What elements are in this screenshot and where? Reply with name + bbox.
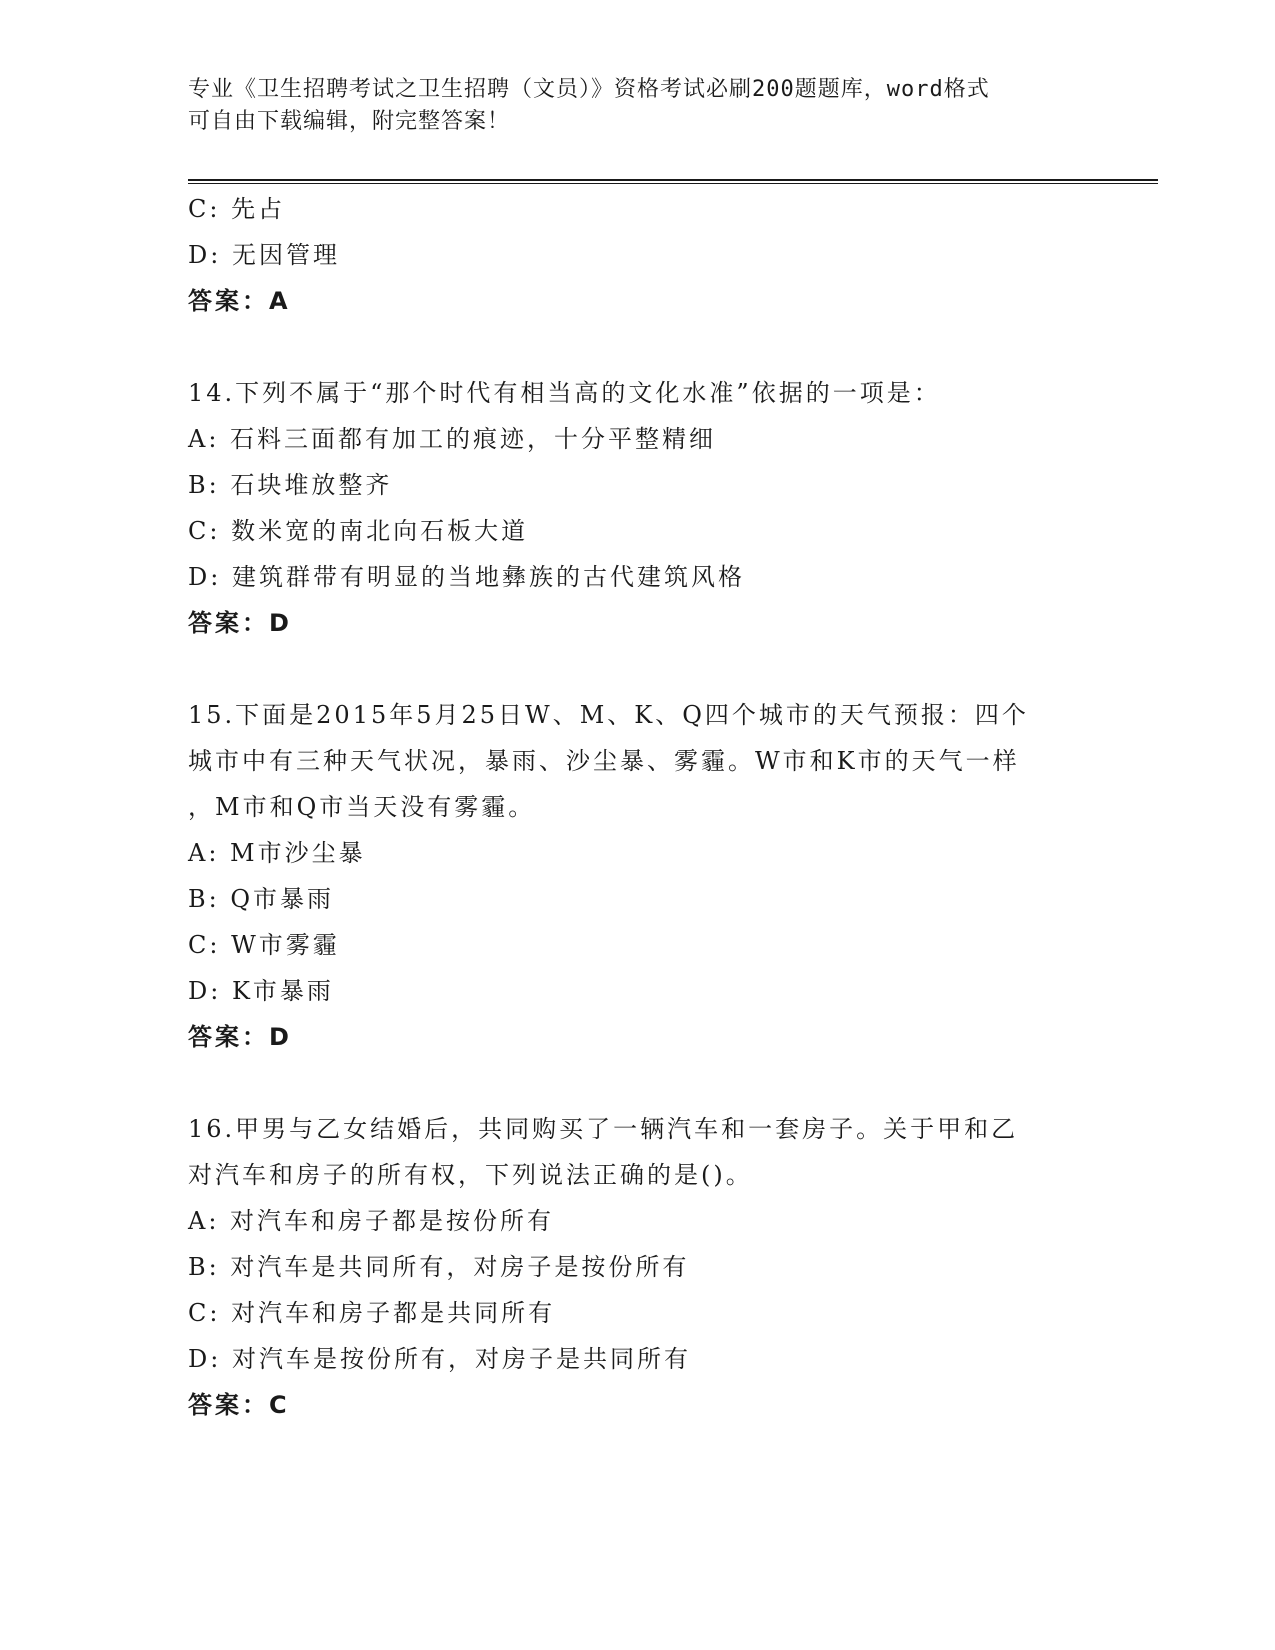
question-15	[188, 692, 1088, 1060]
question-13	[188, 186, 1088, 324]
q14-option-c: C: 数米宽的南北向石板大道	[188, 517, 529, 545]
q13-option-d: D: 无因管理	[188, 241, 340, 269]
spacer	[188, 1060, 1088, 1106]
spacer	[188, 646, 1088, 692]
question-14	[188, 370, 1088, 646]
question-list	[188, 186, 1088, 1428]
q14-option-d: D: 建筑群带有明显的当地彝族的古代建筑风格	[188, 563, 745, 591]
q16-answer: 答案：C	[188, 1391, 290, 1419]
q14-option-b: B: 石块堆放整齐	[188, 471, 393, 499]
q16-option-b: B: 对汽车是共同所有，对房子是按份所有	[188, 1253, 690, 1281]
q14-answer: 答案：D	[188, 609, 292, 637]
header-line-1: 专业《卫生招聘考试之卫生招聘（文员）》资格考试必刷200题题库，word格式	[188, 77, 990, 102]
q15-answer: 答案：D	[188, 1023, 292, 1051]
q14-stem: 14.下列不属于“那个时代有相当高的文化水准”依据的一项是：	[188, 379, 941, 407]
q15-option-b: B: Q市暴雨	[188, 885, 335, 913]
q13-option-c: C: 先占	[188, 195, 286, 223]
header-divider	[188, 179, 1158, 184]
spacer	[188, 324, 1088, 370]
header-line-2: 可自由下载编辑，附完整答案！	[188, 109, 511, 134]
q15-option-d: D: K市暴雨	[188, 977, 334, 1005]
q16-option-c: C: 对汽车和房子都是共同所有	[188, 1299, 556, 1327]
q15-stem-line-2: 城市中有三种天气状况，暴雨、沙尘暴、雾霾。W市和K市的天气一样	[188, 747, 1020, 775]
q15-stem-line-3: ，M市和Q市当天没有雾霾。	[188, 793, 536, 821]
q15-stem-line-1: 15.下面是2015年5月25日W、M、K、Q四个城市的天气预报：四个	[188, 701, 1029, 729]
q15-option-c: C: W市雾霾	[188, 931, 340, 959]
question-16	[188, 1106, 1088, 1428]
q16-option-d: D: 对汽车是按份所有，对房子是共同所有	[188, 1345, 691, 1373]
q16-option-a: A: 对汽车和房子都是按份所有	[188, 1207, 555, 1235]
q16-stem-line-1: 16.甲男与乙女结婚后，共同购买了一辆汽车和一套房子。关于甲和乙	[188, 1115, 1019, 1143]
q13-answer: 答案：A	[188, 287, 291, 315]
q14-option-a: A: 石料三面都有加工的痕迹，十分平整精细	[188, 425, 717, 453]
document-header	[188, 74, 1088, 138]
q16-stem-line-2: 对汽车和房子的所有权，下列说法正确的是()。	[188, 1161, 753, 1189]
q15-option-a: A: M市沙尘暴	[188, 839, 366, 867]
